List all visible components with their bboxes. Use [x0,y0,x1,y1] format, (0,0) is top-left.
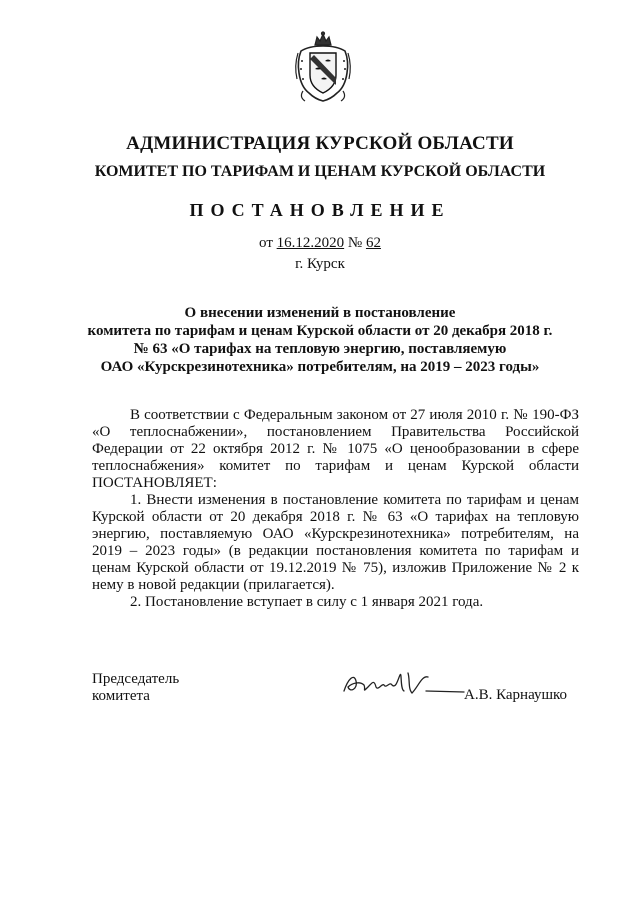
preamble-paragraph: В соответствии с Федеральным законом от 27 июля 2010 г. № 190-ФЗ «О теплоснабжении», постановлением Правительства Российской Федерации от 22 октября 2012 г. № 1075 «О ценообразовании в сфере теплоснабжения» комитет по тарифам и ценам Курской области ПОСТАНОВЛЯЕТ: [92,407,579,491]
committee-title: КОМИТЕТ ПО ТАРИФАМ И ЦЕНАМ КУРСКОЙ ОБЛАСТИ [94,163,546,180]
signatory-name: А.В. Карнаушко [464,687,568,703]
number-prefix: № [344,235,366,251]
city: г. Курск [295,256,345,272]
document-date: 16.12.2020 [276,235,345,251]
position-line: комитета [92,688,150,704]
subject-line: О внесении изменений в постановление [184,305,456,321]
document-body [92,407,579,611]
item-paragraph: 1. Внести изменения в постановление комитета по тарифам и ценам Курской области от 20 декабря 2018 г. № 63 «О тарифах на тепловую энергию, поставляемую ОАО «Курскрезинотехника» потребителям, на 2019 – 2023 годы» (в редакции постановления комитета по тарифам и ценам Курской области от 19.12.2019 № 75), изложив Приложение № 2 к нему в новой редакции (прилагается). [92,492,579,593]
document-subject [0,304,640,376]
subject-line: комитета по тарифам и ценам Курской области от 20 декабря 2018 г. [87,323,553,339]
item-paragraph: 2. Постановление вступает в силу с 1 января 2021 года. [130,594,484,610]
subject-line: ОАО «Курскрезинотехника» потребителям, на 2019 – 2023 годы» [100,359,540,375]
signatory-position [92,671,179,705]
subject-line: № 63 «О тарифах на тепловую энергию, поставляемую [133,341,507,357]
handwritten-signature [338,665,466,699]
document-number: 62 [365,235,381,251]
position-line: Председатель [92,671,180,687]
coat-of-arms-icon [293,31,353,105]
date-line [0,235,640,252]
document-type: ПОСТАНОВЛЕНИЕ [189,200,451,220]
date-prefix: от [259,235,277,251]
org-title: АДМИНИСТРАЦИЯ КУРСКОЙ ОБЛАСТИ [126,133,514,154]
